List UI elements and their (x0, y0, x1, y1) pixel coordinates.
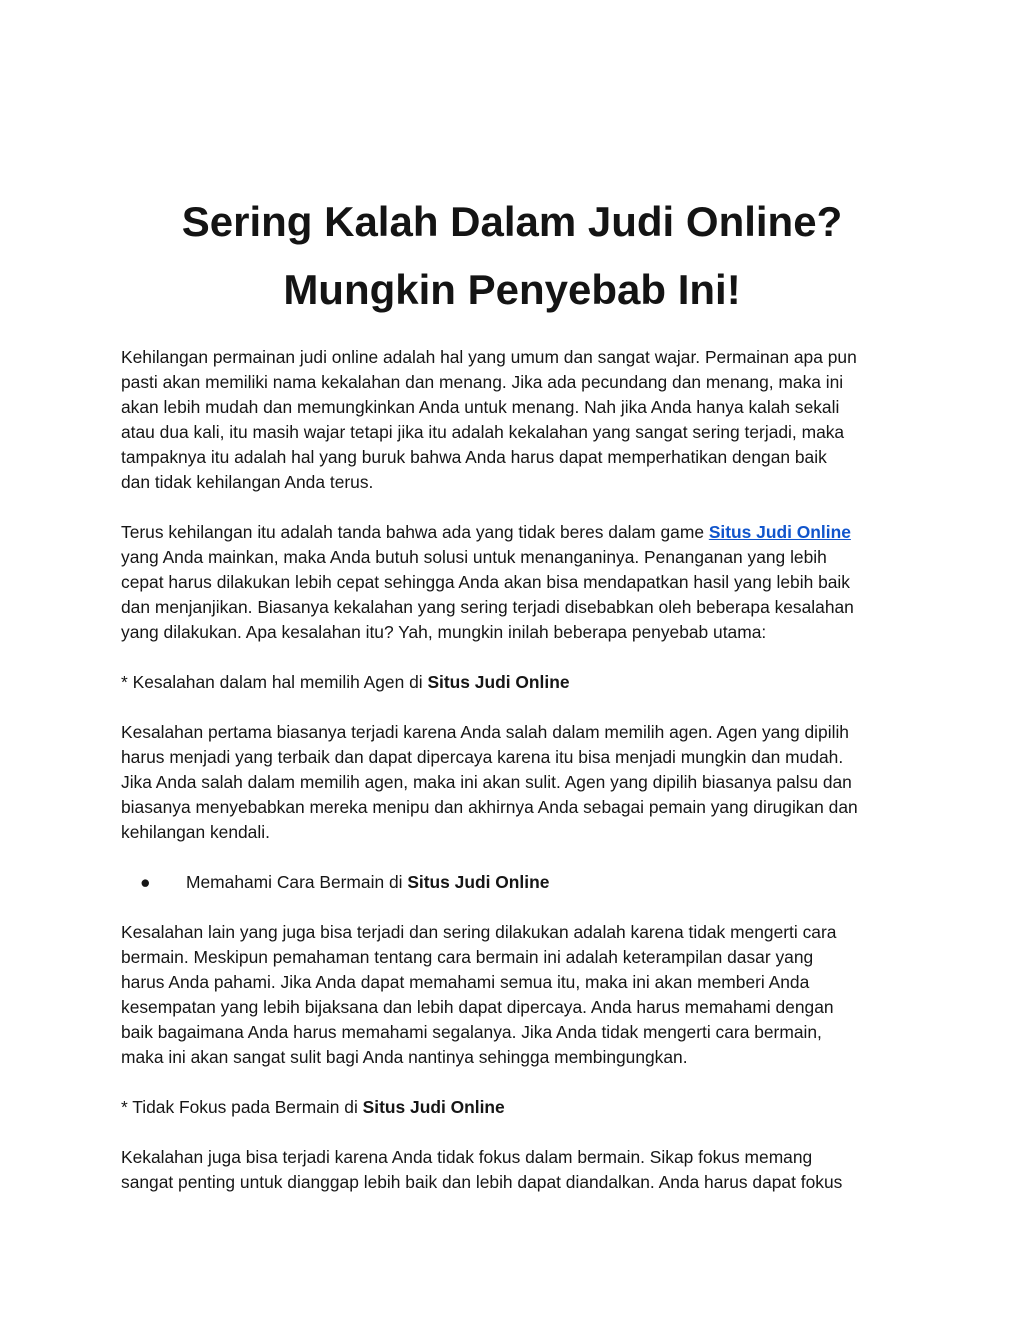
text-line: maka ini akan sangat sulit bagi Anda nantinya sehingga membingungkan. (121, 1047, 688, 1067)
text-line: yang dilakukan. Apa kesalahan itu? Yah, mungkin inilah beberapa penyebab utama: (121, 622, 767, 642)
bullet-icon: ● (140, 872, 151, 892)
article-body (121, 345, 921, 1220)
text-line: harus menjadi yang terbaik dan dapat dipercaya karena itu bisa menjadi mungkin dan mudah. (121, 747, 844, 767)
text-line (121, 520, 921, 545)
heading-not-focus (121, 1095, 921, 1120)
paragraph-how-to-play (121, 920, 921, 1070)
heading-bold-text: Situs Judi Online (362, 1097, 505, 1117)
title-line-1: Sering Kalah Dalam Judi Online? (181, 198, 843, 245)
text-line: harus Anda pahami. Jika Anda dapat memahami semua itu, maka ini akan memberi Anda (121, 972, 810, 992)
text-line: Kehilangan permainan judi online adalah hal yang umum dan sangat wajar. Permainan apa pun (121, 347, 857, 367)
text-line: biasanya menyebabkan mereka menipu dan akhirnya Anda sebagai pemain yang dirugikan dan (121, 797, 858, 817)
text-line: atau dua kali, itu masih wajar tetapi jika itu adalah kekalahan yang sangat sering terjadi, maka (121, 422, 845, 442)
heading-text: * Kesalahan dalam hal memilih Agen di (121, 672, 428, 692)
page-title (100, 188, 924, 324)
text-line: pasti akan memiliki nama kekalahan dan menang. Jika ada pecundang dan menang, maka ini (121, 372, 844, 392)
text-line: kehilangan kendali. (121, 822, 270, 842)
bullet-bold-text: Situs Judi Online (407, 872, 550, 892)
text-line: yang Anda mainkan, maka Anda butuh solusi untuk menanganinya. Penanganan yang lebih (121, 547, 827, 567)
text-line: dan tidak kehilangan Anda terus. (121, 472, 374, 492)
text-line: cepat harus dilakukan lebih cepat sehingga Anda akan bisa mendapatkan hasil yang lebih baik (121, 572, 850, 592)
bullet-list-item (121, 870, 921, 895)
text-line: Jika Anda salah dalam memilih agen, maka ini akan sulit. Agen yang dipilih biasanya palsu dan (121, 772, 852, 792)
situs-judi-online-link[interactable]: Situs Judi Online (708, 522, 851, 542)
text-line: akan lebih mudah dan memungkinkan Anda untuk menang. Nah jika Anda hanya kalah sekali (121, 397, 840, 417)
text-line: tampaknya itu adalah hal yang buruk bahwa Anda harus dapat memperhatikan dengan baik (121, 447, 827, 467)
text-line: baik bagaimana Anda harus memahami segalanya. Jika Anda tidak mengerti cara bermain, (121, 1022, 822, 1042)
text-line: Kesalahan lain yang juga bisa terjadi dan sering dilakukan adalah karena tidak mengerti cara (121, 922, 837, 942)
paragraph-loss-sign (121, 520, 921, 645)
paragraph-agent (121, 720, 921, 845)
paragraph-focus (121, 1145, 921, 1195)
text-line: Kekalahan juga bisa terjadi karena Anda tidak fokus dalam bermain. Sikap fokus memang (121, 1147, 813, 1167)
text-segment: Terus kehilangan itu adalah tanda bahwa ada yang tidak beres dalam game (121, 522, 709, 542)
text-line: bermain. Meskipun pemahaman tentang cara bermain ini adalah keterampilan dasar yang (121, 947, 814, 967)
text-line: sangat penting untuk dianggap lebih baik dan lebih dapat diandalkan. Anda harus dapat fokus (121, 1172, 843, 1192)
heading-agent-mistake (121, 670, 921, 695)
text-line: Kesalahan pertama biasanya terjadi karena Anda salah dalam memilih agen. Agen yang dipilih (121, 722, 849, 742)
heading-text: * Tidak Fokus pada Bermain di (121, 1097, 363, 1117)
bullet-text: Memahami Cara Bermain di (186, 872, 408, 892)
title-line-2: Mungkin Penyebab Ini! (283, 266, 741, 313)
text-line: dan menjanjikan. Biasanya kekalahan yang sering terjadi disebabkan oleh beberapa kesalahan (121, 597, 854, 617)
paragraph-intro (121, 345, 921, 495)
text-line: kesempatan yang lebih bijaksana dan lebih dapat dipercaya. Anda harus memahami dengan (121, 997, 834, 1017)
heading-bold-text: Situs Judi Online (427, 672, 570, 692)
